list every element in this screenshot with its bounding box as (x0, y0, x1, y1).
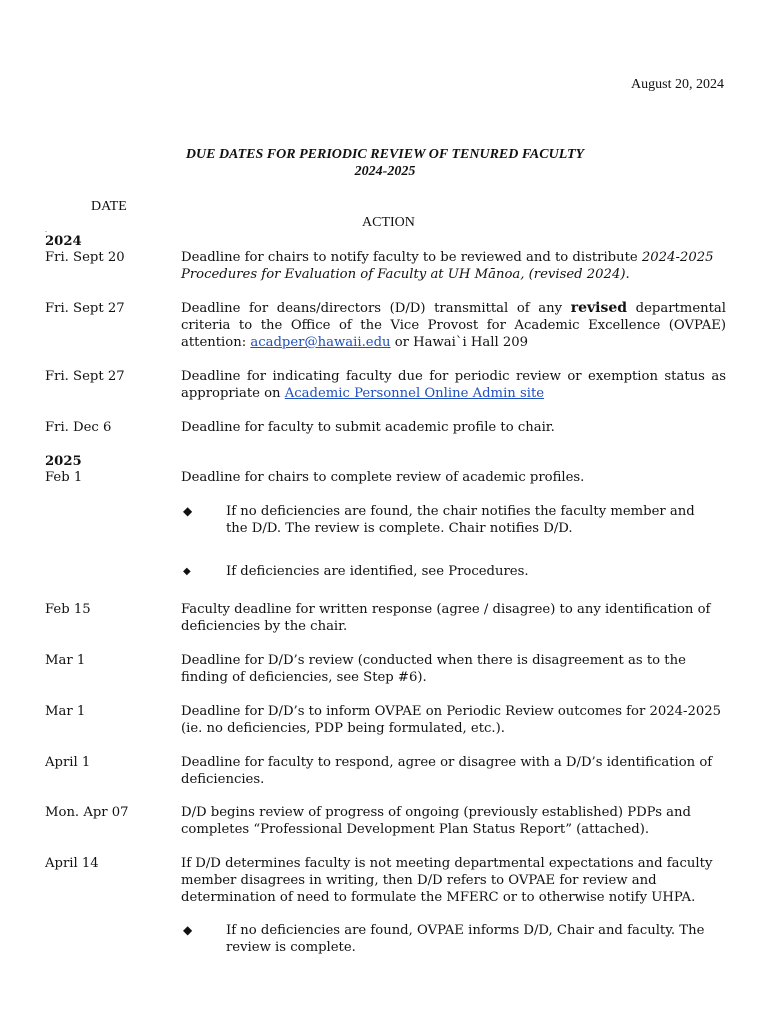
year-heading-2024: 2024 (45, 234, 82, 249)
row-action-italic: 2024-2025 (641, 250, 714, 265)
row-date: Mar 1 (45, 653, 86, 668)
row-date: Fri. Sept 27 (45, 301, 125, 316)
bullet-text: If deficiencies are identified, see Procedures. (226, 564, 529, 579)
email-link[interactable]: acadper@hawaii.edu (250, 335, 391, 350)
year-heading-2025: 2025 (45, 454, 82, 469)
bullet-text: If no deficiencies are found, the chair notifies the faculty member and the D/D. The review is complete. Chair notifies D/D. (226, 504, 695, 536)
row-action-text: Deadline for chairs to notify faculty to be reviewed and to distribute (181, 250, 642, 265)
document-date: August 20, 2024 (631, 77, 724, 92)
diamond-bullet-icon: ◆ (183, 923, 193, 937)
bullet-text: If no deficiencies are found, OVPAE informs D/D, Chair and faculty. The review is complete. (226, 923, 705, 955)
row-date: April 14 (45, 856, 99, 871)
row-action (181, 249, 726, 283)
diamond-bullet-icon: ◆ (183, 504, 193, 518)
diamond-bullet-icon: ◆ (183, 566, 191, 577)
row-date: Feb 15 (45, 602, 91, 617)
row-action: Deadline for D/D’s to inform OVPAE on Periodic Review outcomes for 2024-2025 (ie. no deficiencies, PDP being formulated, etc.). (181, 704, 722, 736)
row-action-italic: Procedures for Evaluation of Faculty at UH Mānoa, (revised 2024). (181, 267, 630, 282)
row-date: Mon. Apr 07 (45, 805, 129, 820)
row-action-text: Deadline for deans/directors (D/D) transmittal of any (181, 301, 571, 316)
row-date: Mar 1 (45, 704, 86, 719)
row-action: Faculty deadline for written response (agree / disagree) to any identification of deficiencies by the chair. (181, 602, 711, 634)
row-action: Deadline for faculty to submit academic profile to chair. (181, 420, 555, 435)
row-date: April 1 (45, 755, 91, 770)
row-action-bold: revised (570, 300, 628, 316)
row-date: Feb 1 (45, 470, 83, 485)
document-subtitle-year: 2024-2025 (354, 164, 416, 179)
row-action (181, 300, 726, 351)
column-header-action: ACTION (362, 215, 415, 230)
row-action: Deadline for faculty to respond, agree or disagree with a D/D’s identification of deficiencies. (181, 755, 713, 787)
row-action: Deadline for chairs to complete review of academic profiles. (181, 470, 585, 485)
row-action (181, 368, 726, 402)
admin-site-link[interactable]: Academic Personnel Online Admin site (284, 386, 545, 401)
row-action: If D/D determines faculty is not meeting departmental expectations and faculty member disagrees in writing, then D/D refers to OVPAE for review and determination of need to formulate the MFERC or to otherwise notify UHPA. (181, 856, 713, 905)
row-action-text: departmental criteria to the Office of the Vice Provost for Academic Excellence (OVPAE) attention: (181, 301, 726, 350)
marker-dot: . (45, 227, 47, 234)
row-date: Fri. Sept 20 (45, 250, 125, 265)
row-action: Deadline for D/D’s review (conducted when there is disagreement as to the finding of deficiencies, see Step #6). (181, 653, 686, 685)
document-title: DUE DATES FOR PERIODIC REVIEW OF TENURED FACULTY (185, 147, 585, 162)
row-action-text: or Hawai`i Hall 209 (390, 335, 529, 350)
column-header-date: DATE (91, 199, 127, 214)
row-date: Fri. Dec 6 (45, 420, 112, 435)
row-action: D/D begins review of progress of ongoing (previously established) PDPs and completes “Professional Development Plan Status Report” (attached). (181, 805, 691, 837)
row-action-text: Deadline for indicating faculty due for periodic review or exemption status as appropriate on (181, 369, 726, 401)
row-date: Fri. Sept 27 (45, 369, 125, 384)
